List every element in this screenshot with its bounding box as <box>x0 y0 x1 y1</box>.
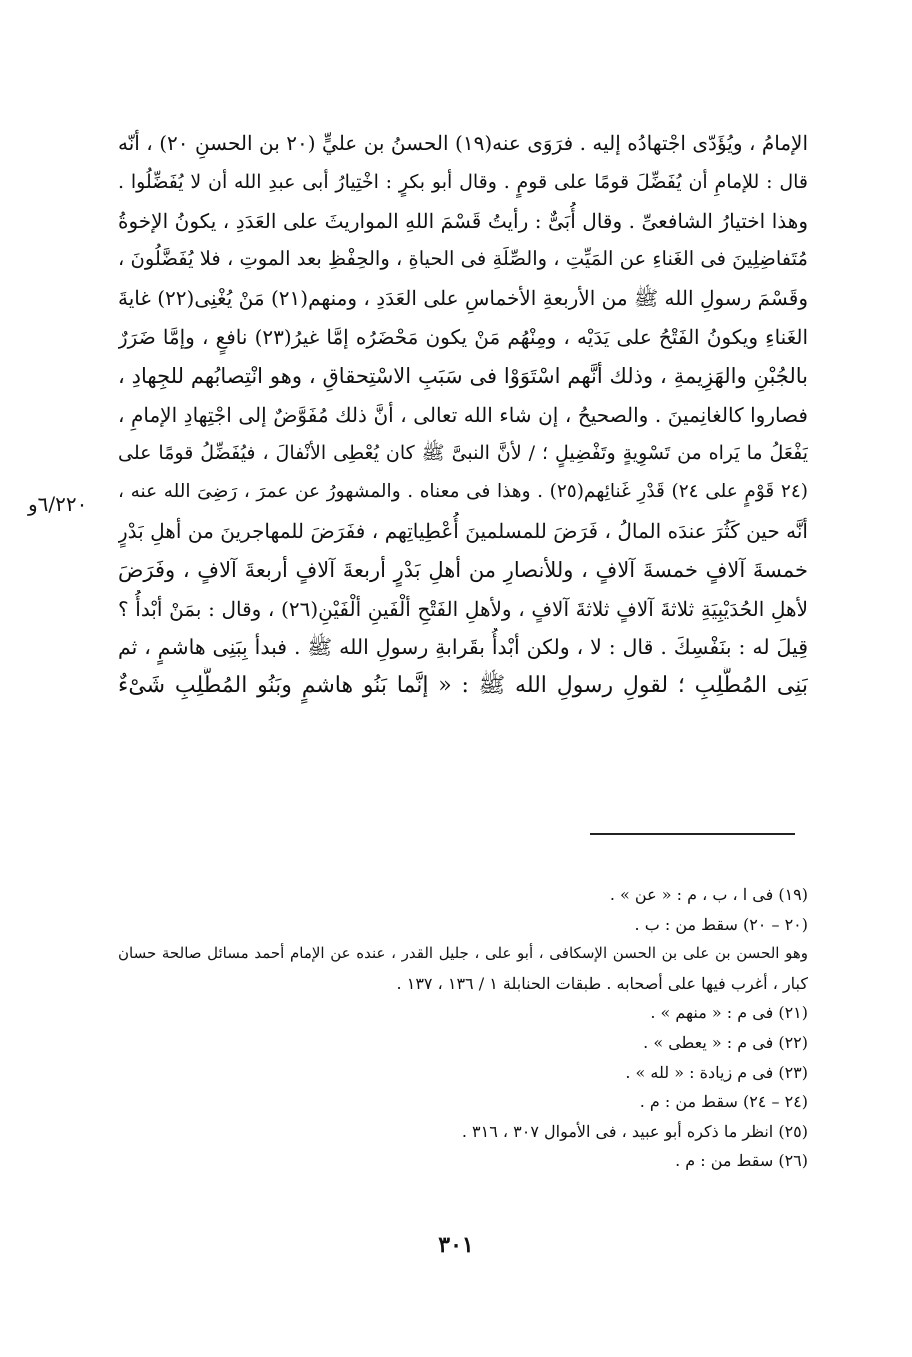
footnote: (٢٠ – ٢٠) سقط من : ب . <box>634 914 808 934</box>
footnote: (٢٢) فى م : « يعطى » . <box>643 1032 808 1052</box>
text-line: الإمامُ ، ويُؤَدّى اجْتهادُه إليه . فرَوَى عنه(١٩) الحسنُ بن عليٍّ (٢٠ بن الحسنِ ٢٠) ، أنّه <box>118 131 808 155</box>
text-line: فصاروا كالغانِمينَ . والصحيحُ ، إن شاء الله تعالى ، أنَّ ذلك مُفَوَّضٌ إلى اجْتِهادِ الإمامِ ، <box>118 402 808 427</box>
text-line: قال : للإمامِ أن يُفَضِّلَ قومًا على قومٍ . وقال أبو بكرٍ : اخْتِيارُ أبى عبدِ الله أن لا يُفَضِّلُوا . <box>118 170 808 193</box>
text-line: قِيلَ له : بنَفْسِكَ . قال : لا ، ولكن أبْدأُ بقَرابةِ رسولِ الله ﷺ . فبدأ بِبَنِى هاشمٍ ، ثم <box>118 635 808 660</box>
page-number: ٣٠١ <box>438 1232 474 1258</box>
footnote: وهو الحسن بن على بن الحسن الإسكافى ، أبو على ، جليل القدر ، عنده عن الإمام أحمد مسائل صالحة حسان <box>118 944 808 963</box>
footnote-separator <box>590 833 795 835</box>
text-line: خمسةَ آلافٍ خمسةَ آلافٍ ، وللأنصارِ من أهلِ بَدْرٍ أربعةَ آلافٍ أربعةَ آلافٍ ، وفَرَضَ <box>118 557 808 582</box>
text-line: (٢٤ قَوْمٍ على ٢٤) قَدْرِ غَنائِهم(٢٥) . وهذا فى معناه . والمشهورُ عن عمرَ ، رَضِىَ الله عنه ، <box>118 481 808 503</box>
text-line: بَنِى المُطَّلِبِ ؛ لقولِ رسولِ الله ﷺ : « إنَّما بَنُو هاشمٍ وبَنُو المُطَّلِبِ شَىْءٌ <box>118 673 808 699</box>
manuscript-folio-marker: ٦/٢٢٠و <box>28 492 88 516</box>
text-line: وهذا اختيارُ الشافعىِّ . وقال أُبَىٌّ : رأيتُ قَسْمَ اللهِ المواريثَ على العَدَدِ ، يكونُ الإخوةُ <box>118 208 808 233</box>
footnote: (٢٥) انظر ما ذكره أبو عبيد ، فى الأموال ٣٠٧ ، ٣١٦ . <box>461 1121 808 1141</box>
text-line: يَفْعَلُ ما يَراه من تَسْوِيةٍ وتَفْضِيلٍ ؛ / لأنَّ النبىَّ ﷺ كان يُعْطِى الأنْفالَ ، فيُفَضِّلُ قومًا على <box>118 442 808 465</box>
text-line: مُتَفاضِلِينَ فى الغَناءِ عن المَيِّتِ ، والصِّلَةِ فى الحياةِ ، والحِفْظِ بعد الموتِ ، فلا يُفَضَّلُونَ ، <box>118 247 808 271</box>
footnote: (٢٦) سقط من : م . <box>675 1151 808 1171</box>
footnote: (٢١) فى م : « منهم » . <box>650 1003 808 1023</box>
text-line: وقَسْمَ رسولِ الله ﷺ من الأربعةِ الأخماسِ على العَدَدِ ، ومنهم(٢١) مَنْ يُغْنِى(٢٢) غايةَ <box>118 286 808 311</box>
footnotes-block <box>118 880 808 1176</box>
text-line: بالجُبْنِ والهَزِيمةِ ، وذلك أنَّهم اسْتَوَوْا فى سَبَبِ الاسْتِحقاقِ ، وهو انْتِصابُهم للجِهادِ ، <box>118 363 808 388</box>
text-line: لأهلِ الحُدَيْبِيَةِ ثلاثةَ آلافٍ ثلاثةَ آلافٍ ، ولأهلِ الفَتْحِ ألْفَينِ ألْفَيْنِ(٢٦) ، وقال : بمَنْ أبْدأُ ؟ <box>118 596 808 621</box>
footnote: (٢٤ – ٢٤) سقط من : م . <box>639 1092 808 1112</box>
text-line: أنَّه حين كَثُرَ عندَه المالُ ، فَرَضَ للمسلمينَ أُعْطِياتِهم ، ففَرَضَ للمهاجرينَ من أهلِ بَدْرٍ <box>118 518 808 543</box>
footnote: (١٩) فى ا ، ب ، م : « عن » . <box>609 885 808 904</box>
footnote: (٢٣) فى م زيادة : « لله » . <box>625 1062 808 1082</box>
text-line: الغَناءِ ويكونُ الفَتْحُ على يَدَيْه ، ومِنْهُم مَنْ يكون مَحْضَرُه إمَّا غيرُ(٢٣) نافعٍ ، وإمَّا ضَرَرٌ <box>118 324 808 349</box>
main-text-block <box>118 124 808 706</box>
footnote: كبار ، أغرب فيها على أصحابه . طبقات الحنابلة ١ / ١٣٦ ، ١٣٧ . <box>396 973 808 993</box>
